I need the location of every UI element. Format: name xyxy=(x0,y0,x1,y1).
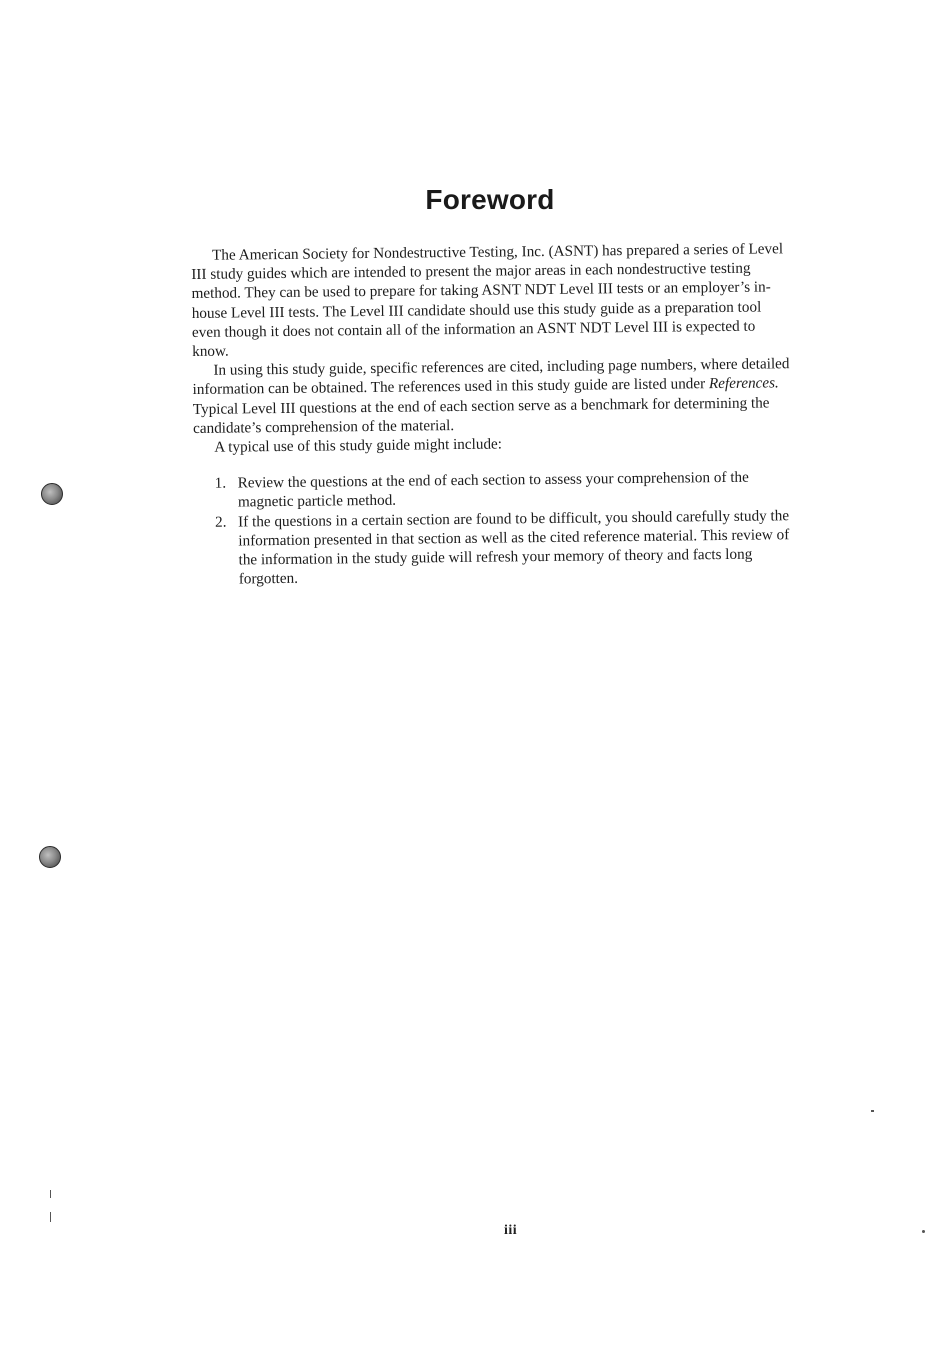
list-item-text: Review the questions at the end of each section to assess your comprehension of the magnetic particle method. xyxy=(237,468,749,511)
foreword-body xyxy=(191,239,795,589)
scan-speck xyxy=(922,1230,925,1233)
page-number: iii xyxy=(504,1223,518,1238)
paragraph-intro: The American Society for Nondestructive Testing, Inc. (ASNT) has prepared a series of Level III study guides which are intended to present the major areas in each nondestructive testing method. They can be used to prepare for taking ASNT NDT Level III tests or an employer’s in-house Level III tests. The Level III candidate should use this study guide as a preparation tool even though it does not contain all of the information an ASNT NDT Level III is expected to know. xyxy=(191,240,784,361)
scan-speck xyxy=(871,1110,874,1112)
page-title: Foreword xyxy=(425,184,555,215)
punch-hole-mark xyxy=(41,483,63,505)
list-item xyxy=(194,506,795,590)
list-item-number: 2. xyxy=(215,513,227,531)
paragraph-references-text-start: In using this study guide, specific references are cited, including page numbers, where detailed information can be obtained. The references used in this study guide are listed under xyxy=(192,355,790,399)
scan-speck xyxy=(50,1212,51,1222)
steps-list xyxy=(194,467,795,589)
list-item-text: If the questions in a certain section are found to be difficult, you should carefully study the information presented in that section as well as the cited reference material. This review of the information in the study guide will refresh your memory of theory and facts long forgotten. xyxy=(238,506,790,588)
paragraph-references xyxy=(192,354,793,438)
scan-speck xyxy=(50,1190,51,1198)
references-emphasis: References. xyxy=(708,374,779,393)
paragraph-references-text-end: Typical Level III questions at the end of each section serve as a benchmark for determining the candidate’s comprehension of the material. xyxy=(192,394,770,437)
punch-hole-mark xyxy=(39,846,61,868)
list-item-number: 1. xyxy=(214,474,227,492)
paragraph-typical-use: A typical use of this study guide might include: xyxy=(214,435,503,456)
